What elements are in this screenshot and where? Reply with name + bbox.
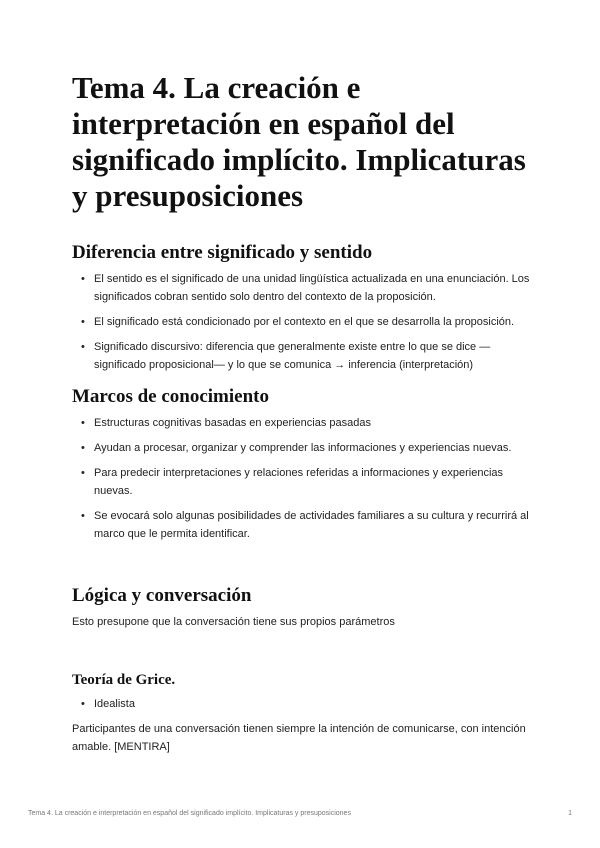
list-item xyxy=(81,464,532,500)
list-item-text: Estructuras cognitivas basadas en experiencias pasadas xyxy=(94,417,371,429)
list-item xyxy=(81,695,532,713)
section-heading: Diferencia entre significado y sentido xyxy=(72,242,373,263)
list-item-text: Para predecir interpretaciones y relaciones referidas a informaciones y experiencias nuevas. xyxy=(94,467,504,497)
bullet-list xyxy=(72,414,532,543)
bullet-icon: • xyxy=(81,341,85,353)
bullet-icon: • xyxy=(81,698,85,710)
section-logica-conversacion xyxy=(72,585,532,631)
section-heading: Lógica y conversación xyxy=(72,585,252,606)
page-title: Tema 4. La creación e interpretación en español del significado implícito. Implicaturas y presuposiciones xyxy=(72,70,526,213)
list-item xyxy=(81,439,532,457)
footer-text: Tema 4. La creación e interpretación en español del significado implícito. Implicaturas y presuposiciones xyxy=(28,810,351,817)
bullet-list xyxy=(72,270,532,374)
list-item xyxy=(81,270,532,306)
section-heading: Marcos de conocimiento xyxy=(72,386,269,407)
bullet-icon: • xyxy=(81,442,85,454)
list-item-text: El significado está condicionado por el contexto en el que se desarrolla la proposición. xyxy=(94,316,515,328)
list-item-text: Se evocará solo algunas posibilidades de actividades familiares a su cultura y recurrirá al marco que le permita identificar. xyxy=(94,510,529,540)
list-item-text: Idealista xyxy=(94,698,135,710)
bullet-icon: • xyxy=(81,510,85,522)
list-item xyxy=(81,313,532,331)
section-teoria-grice xyxy=(72,671,532,756)
list-item-text: Ayudan a procesar, organizar y comprender las informaciones y experiencias nuevas. xyxy=(94,442,512,454)
bullet-icon: • xyxy=(81,273,85,285)
section-marcos-conocimiento xyxy=(72,386,532,543)
section-paragraph: Esto presupone que la conversación tiene sus propios parámetros xyxy=(72,616,395,628)
section-significado-sentido xyxy=(72,242,532,374)
list-item xyxy=(81,507,532,543)
bullet-list xyxy=(72,695,532,713)
subsection-heading: Teoría de Grice. xyxy=(72,672,176,688)
bullet-icon: • xyxy=(81,316,85,328)
list-item-text: El sentido es el significado de una unidad lingüística actualizada en una enunciación. Los significados cobran sentido solo dentro del contexto de la proposición. xyxy=(94,273,530,303)
bullet-icon: • xyxy=(81,467,85,479)
bullet-icon: • xyxy=(81,417,85,429)
list-item xyxy=(81,338,532,374)
list-item xyxy=(81,414,532,432)
page-footer xyxy=(28,810,572,817)
section-paragraph: Participantes de una conversación tienen siempre la intención de comunicarse, con intención amable. [MENTIRA] xyxy=(72,723,526,753)
page-number: 1 xyxy=(568,810,572,817)
document-page xyxy=(72,70,532,756)
list-item-text: Significado discursivo: diferencia que generalmente existe entre lo que se dice —significado proposicional— y lo que se comunica → inferencia (interpretación) xyxy=(94,341,491,371)
